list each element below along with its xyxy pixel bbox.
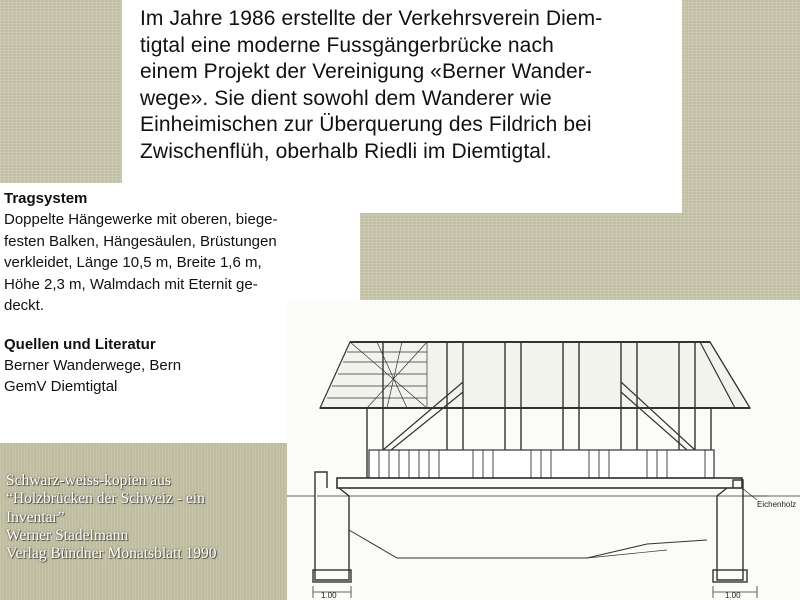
- caption-line: Werner Stadelmann: [6, 526, 129, 544]
- dimension-label-right: 1.00: [725, 591, 741, 600]
- bridge-elevation-svg: [287, 300, 800, 600]
- intro-line: wege». Sie dient sowohl dem Wanderer wie: [140, 86, 552, 110]
- tragsystem-line: festen Balken, Hängesäulen, Brüstungen: [4, 232, 277, 250]
- caption-line: Schwarz-weiss-kopien aus: [6, 472, 171, 489]
- tragsystem-line: Doppelte Hängewerke mit oberen, biege-: [4, 211, 278, 228]
- abutment-right: [713, 480, 747, 582]
- bridge-deck: [337, 478, 742, 488]
- quellen-heading: Quellen und Literatur: [4, 335, 156, 353]
- tragsystem-line: verkleidet, Länge 10,5 m, Breite 1,6 m,: [4, 254, 262, 271]
- intro-line: tigtal eine moderne Fussgängerbrücke nach: [140, 33, 554, 57]
- tragsystem-line: deckt.: [4, 297, 45, 314]
- riverbed: [349, 530, 707, 558]
- caption-line: “Holzbrücken der Schweiz - ein: [6, 490, 205, 508]
- bridge-drawing: [287, 300, 800, 600]
- intro-line: Im Jahre 1986 erstellte der Verkehrsverein Diem-: [140, 7, 603, 30]
- intro-line: Zwischenflüh, oberhalb Riedli im Diemtigtal.: [140, 139, 552, 163]
- dimension-lines: [313, 586, 757, 598]
- quellen-line: GemV Diemtigtal: [4, 378, 118, 395]
- dimension-label-left: 1.00: [321, 591, 337, 600]
- railing: [369, 450, 714, 478]
- intro-line: einem Projekt der Vereinigung «Berner Wander-: [140, 60, 592, 83]
- intro-text-block: [122, 0, 682, 213]
- eichenholz-label: Eichenholz: [757, 500, 797, 509]
- tragsystem-line: Höhe 2,3 m, Walmdach mit Eternit ge-: [4, 275, 258, 293]
- quellen-line: Berner Wanderwege, Bern: [4, 356, 182, 374]
- source-caption: [6, 472, 286, 563]
- tragsystem-heading: Tragsystem: [4, 190, 88, 207]
- caption-line: Verlag Bündner Monatsblatt 1990: [6, 545, 217, 563]
- caption-line: Inventar”: [6, 508, 65, 526]
- intro-line: Einheimischen zur Überquerung des Fildrich bei: [140, 113, 592, 136]
